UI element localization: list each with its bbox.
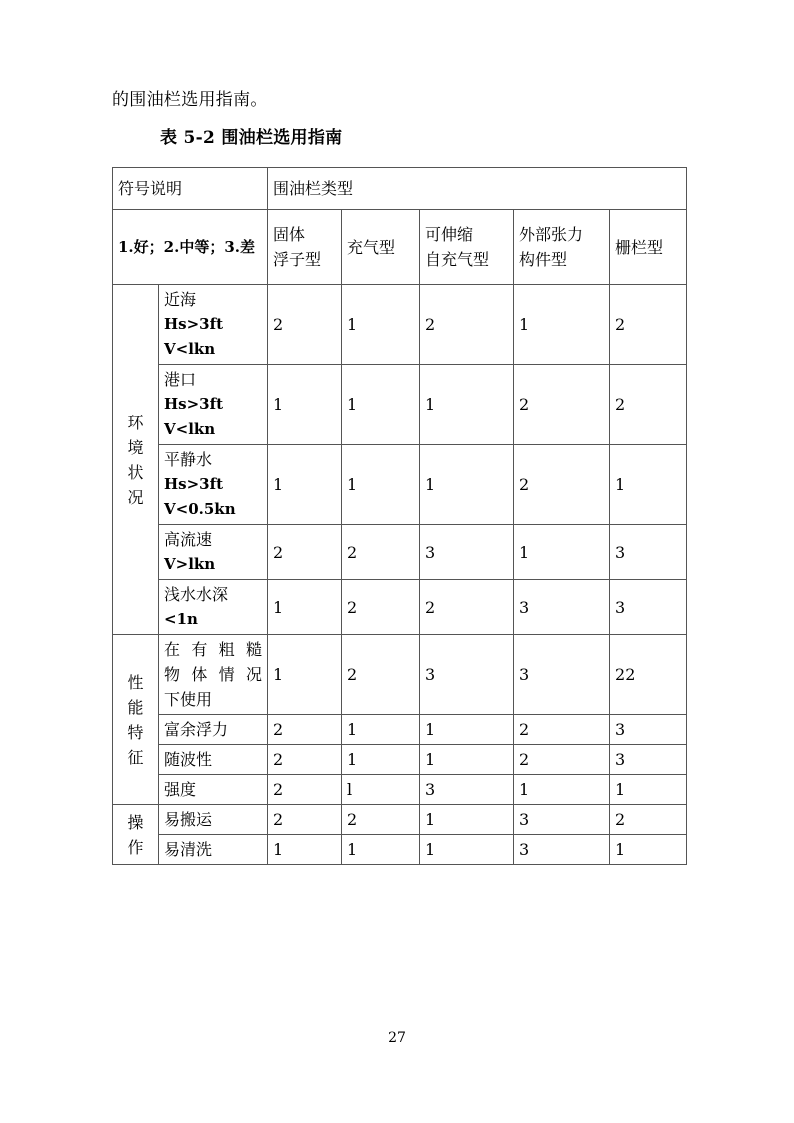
rating-cell: 1 xyxy=(514,285,610,365)
table-row xyxy=(113,835,687,865)
boom-type-column-header xyxy=(610,210,687,285)
table-row xyxy=(113,805,687,835)
category-char: 作 xyxy=(127,837,144,857)
rating-cell: 2 xyxy=(342,805,420,835)
category-char: 状 xyxy=(127,462,144,482)
rating-cell: 2 xyxy=(342,525,420,580)
item-label-cell xyxy=(159,835,268,865)
category-char: 能 xyxy=(127,697,144,717)
category-cell xyxy=(113,805,159,865)
item-label-line: 港口 xyxy=(164,370,197,389)
page-number: 27 xyxy=(388,1030,406,1046)
category-char: 特 xyxy=(127,722,144,742)
rating-cell: 1 xyxy=(342,285,420,365)
table-row xyxy=(113,285,687,365)
rating-cell: 1 xyxy=(420,365,514,445)
rating-cell: 2 xyxy=(268,285,342,365)
table-row xyxy=(113,745,687,775)
boom-type-column-header xyxy=(420,210,514,285)
rating-cell: 2 xyxy=(514,445,610,525)
table-caption: 表 5-2 围油栏选用指南 xyxy=(160,128,343,148)
item-condition-line: Hs>3ft xyxy=(164,395,224,413)
item-label-cell xyxy=(159,635,268,715)
legend-header-cell: 符号说明 xyxy=(113,168,268,210)
table-row xyxy=(113,715,687,745)
rating-cell: 1 xyxy=(342,745,420,775)
rating-cell: 2 xyxy=(610,365,687,445)
item-label-line: 近海 xyxy=(164,290,197,309)
rating-cell: 3 xyxy=(514,580,610,635)
item-label-line: 下使用 xyxy=(164,690,213,709)
item-condition-line: Hs>3ft xyxy=(164,315,224,333)
rating-cell: 1 xyxy=(420,715,514,745)
rating-cell: 1 xyxy=(420,805,514,835)
rating-cell: 3 xyxy=(514,835,610,865)
rating-cell: 3 xyxy=(514,805,610,835)
item-label-cell xyxy=(159,805,268,835)
item-label-cell xyxy=(159,745,268,775)
item-condition-line: Hs>3ft xyxy=(164,475,224,493)
item-label-cell xyxy=(159,715,268,745)
table-row xyxy=(113,365,687,445)
item-label-line: 强度 xyxy=(164,780,197,799)
rating-cell: 1 xyxy=(268,635,342,715)
category-char: 征 xyxy=(127,747,144,767)
item-label-line: 易搬运 xyxy=(164,810,213,829)
item-label-line: 物 体 情 况 xyxy=(164,665,263,684)
rating-cell: 1 xyxy=(420,445,514,525)
rating-cell: 3 xyxy=(610,715,687,745)
item-condition-line: <1n xyxy=(164,610,198,628)
table-row xyxy=(113,580,687,635)
category-cell xyxy=(113,635,159,805)
rating-cell: 1 xyxy=(514,525,610,580)
category-char: 操 xyxy=(127,812,144,832)
item-label-line: 在 有 粗 糙 xyxy=(164,640,263,659)
rating-cell: 1 xyxy=(268,580,342,635)
item-label-cell xyxy=(159,775,268,805)
rating-cell: 1 xyxy=(610,835,687,865)
rating-cell: 1 xyxy=(342,445,420,525)
rating-cell: 2 xyxy=(342,580,420,635)
table-row xyxy=(113,525,687,580)
legend-key-cell: 1.好；2.中等；3.差 xyxy=(113,210,268,285)
rating-cell: 2 xyxy=(268,775,342,805)
table-row xyxy=(113,775,687,805)
category-char: 性 xyxy=(127,672,144,692)
boom-type-line-2: 构件型 xyxy=(519,250,568,269)
table-body xyxy=(113,168,687,865)
rating-cell: l xyxy=(342,775,420,805)
rating-cell: 1 xyxy=(420,835,514,865)
category-char: 况 xyxy=(127,487,144,507)
item-condition-line: V<0.5kn xyxy=(164,500,236,518)
rating-cell: 3 xyxy=(420,635,514,715)
table-header-row-1 xyxy=(113,168,687,210)
rating-cell: 1 xyxy=(514,775,610,805)
boom-type-line-1: 固体 xyxy=(273,225,306,244)
item-label-cell xyxy=(159,445,268,525)
table-row xyxy=(113,445,687,525)
category-cell xyxy=(113,285,159,635)
boom-type-line-2: 自充气型 xyxy=(425,250,490,269)
rating-cell: 2 xyxy=(514,745,610,775)
item-condition-line: V<lkn xyxy=(164,340,216,358)
rating-cell: 1 xyxy=(610,775,687,805)
rating-cell: 1 xyxy=(268,835,342,865)
boom-type-line-1: 充气型 xyxy=(347,237,396,257)
rating-cell: 2 xyxy=(268,715,342,745)
boom-type-column-header xyxy=(514,210,610,285)
rating-cell: 3 xyxy=(610,580,687,635)
item-label-cell xyxy=(159,525,268,580)
rating-cell: 2 xyxy=(514,365,610,445)
rating-cell: 3 xyxy=(420,775,514,805)
item-label-line: 易清洗 xyxy=(164,840,213,859)
rating-cell: 1 xyxy=(342,715,420,745)
rating-cell: 2 xyxy=(610,285,687,365)
rating-cell: 2 xyxy=(610,805,687,835)
boom-selection-guide-table xyxy=(112,167,687,865)
table-container xyxy=(112,167,686,865)
item-label-line: 高流速 xyxy=(164,530,213,549)
rating-cell: 1 xyxy=(268,445,342,525)
rating-cell: 2 xyxy=(268,805,342,835)
table-row xyxy=(113,635,687,715)
boom-type-column-header xyxy=(342,210,420,285)
rating-cell: 2 xyxy=(268,525,342,580)
item-label-cell xyxy=(159,580,268,635)
rating-cell: 2 xyxy=(268,745,342,775)
rating-cell: 1 xyxy=(420,745,514,775)
boom-type-line-1: 栅栏型 xyxy=(615,237,664,257)
rating-cell: 1 xyxy=(342,365,420,445)
rating-cell: 1 xyxy=(342,835,420,865)
item-label-cell xyxy=(159,365,268,445)
boom-type-line-2: 浮子型 xyxy=(273,250,322,269)
rating-cell: 3 xyxy=(610,525,687,580)
rating-cell: 3 xyxy=(610,745,687,775)
item-label-line: 浅水水深 xyxy=(164,585,229,604)
rating-cell: 1 xyxy=(268,365,342,445)
category-char: 环 xyxy=(127,412,144,432)
boom-type-header-cell: 围油栏类型 xyxy=(268,168,687,210)
category-char: 境 xyxy=(127,437,144,457)
rating-cell: 3 xyxy=(514,635,610,715)
item-label-cell xyxy=(159,285,268,365)
boom-type-line-1: 可伸缩 xyxy=(425,225,474,244)
item-label-line: 随波性 xyxy=(164,750,213,769)
rating-cell: 3 xyxy=(420,525,514,580)
intro-paragraph: 的围油栏选用指南。 xyxy=(112,90,268,110)
boom-type-line-1: 外部张力 xyxy=(519,225,584,244)
rating-cell: 2 xyxy=(420,285,514,365)
rating-cell: 2 xyxy=(420,580,514,635)
item-label-line: 富余浮力 xyxy=(164,720,229,739)
rating-cell: 2 xyxy=(342,635,420,715)
rating-cell: 2 xyxy=(514,715,610,745)
boom-type-column-header xyxy=(268,210,342,285)
rating-cell: 22 xyxy=(610,635,687,715)
item-label-line: 平静水 xyxy=(164,450,213,469)
rating-cell: 1 xyxy=(610,445,687,525)
item-condition-line: V>lkn xyxy=(164,555,216,573)
table-header-row-2 xyxy=(113,210,687,285)
item-condition-line: V<lkn xyxy=(164,420,216,438)
